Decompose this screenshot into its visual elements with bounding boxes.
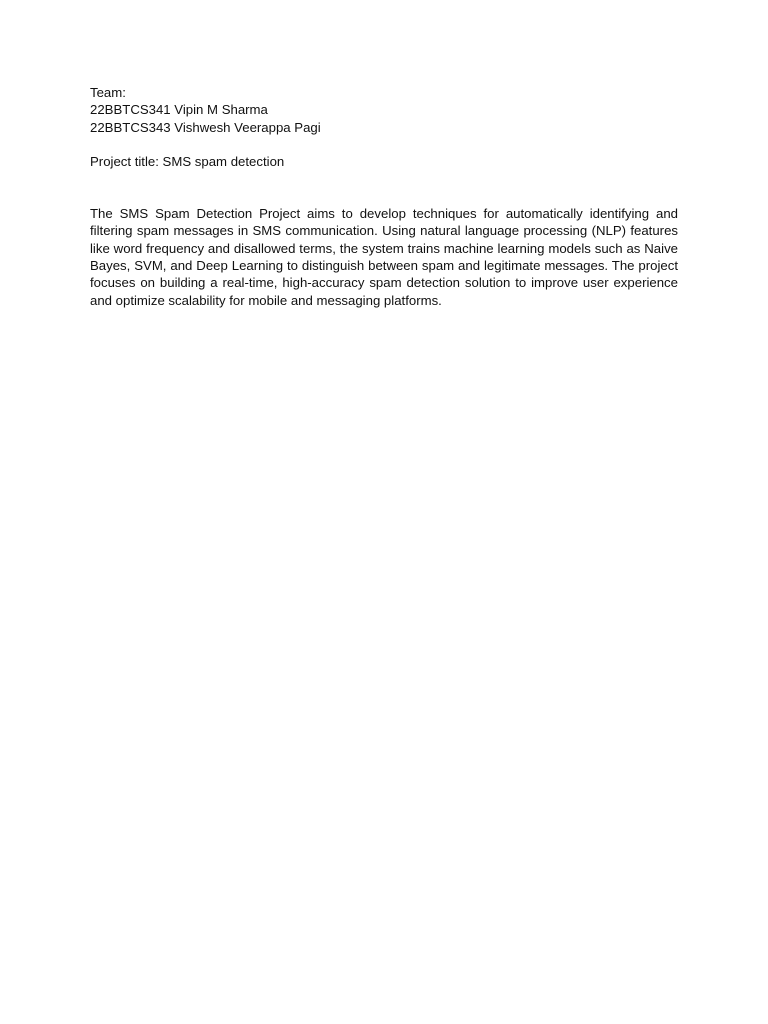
project-title: Project title: SMS spam detection [90, 154, 285, 170]
project-title-section [90, 153, 678, 170]
team-member-2: 22BBTCS343 Vishwesh Veerappa Pagi [90, 119, 321, 135]
team-member-1: 22BBTCS341 Vipin M Sharma [90, 102, 268, 118]
team-section [90, 84, 678, 136]
document-body [90, 84, 678, 322]
team-heading: Team: [90, 85, 126, 100]
project-abstract: The SMS Spam Detection Project aims to develop techniques for automatically identifying and filtering spam messages in SMS communication. Using natural language processing (NLP) features like word frequency and disallowed terms, the system trains machine learning models such as Naive Bayes, SVM, and Deep Learning to distinguish between spam and legitimate messages. The project focuses on building a real-time, high-accuracy spam detection solution to improve user experience and optimize scalability for mobile and messaging platforms. [90, 206, 678, 308]
